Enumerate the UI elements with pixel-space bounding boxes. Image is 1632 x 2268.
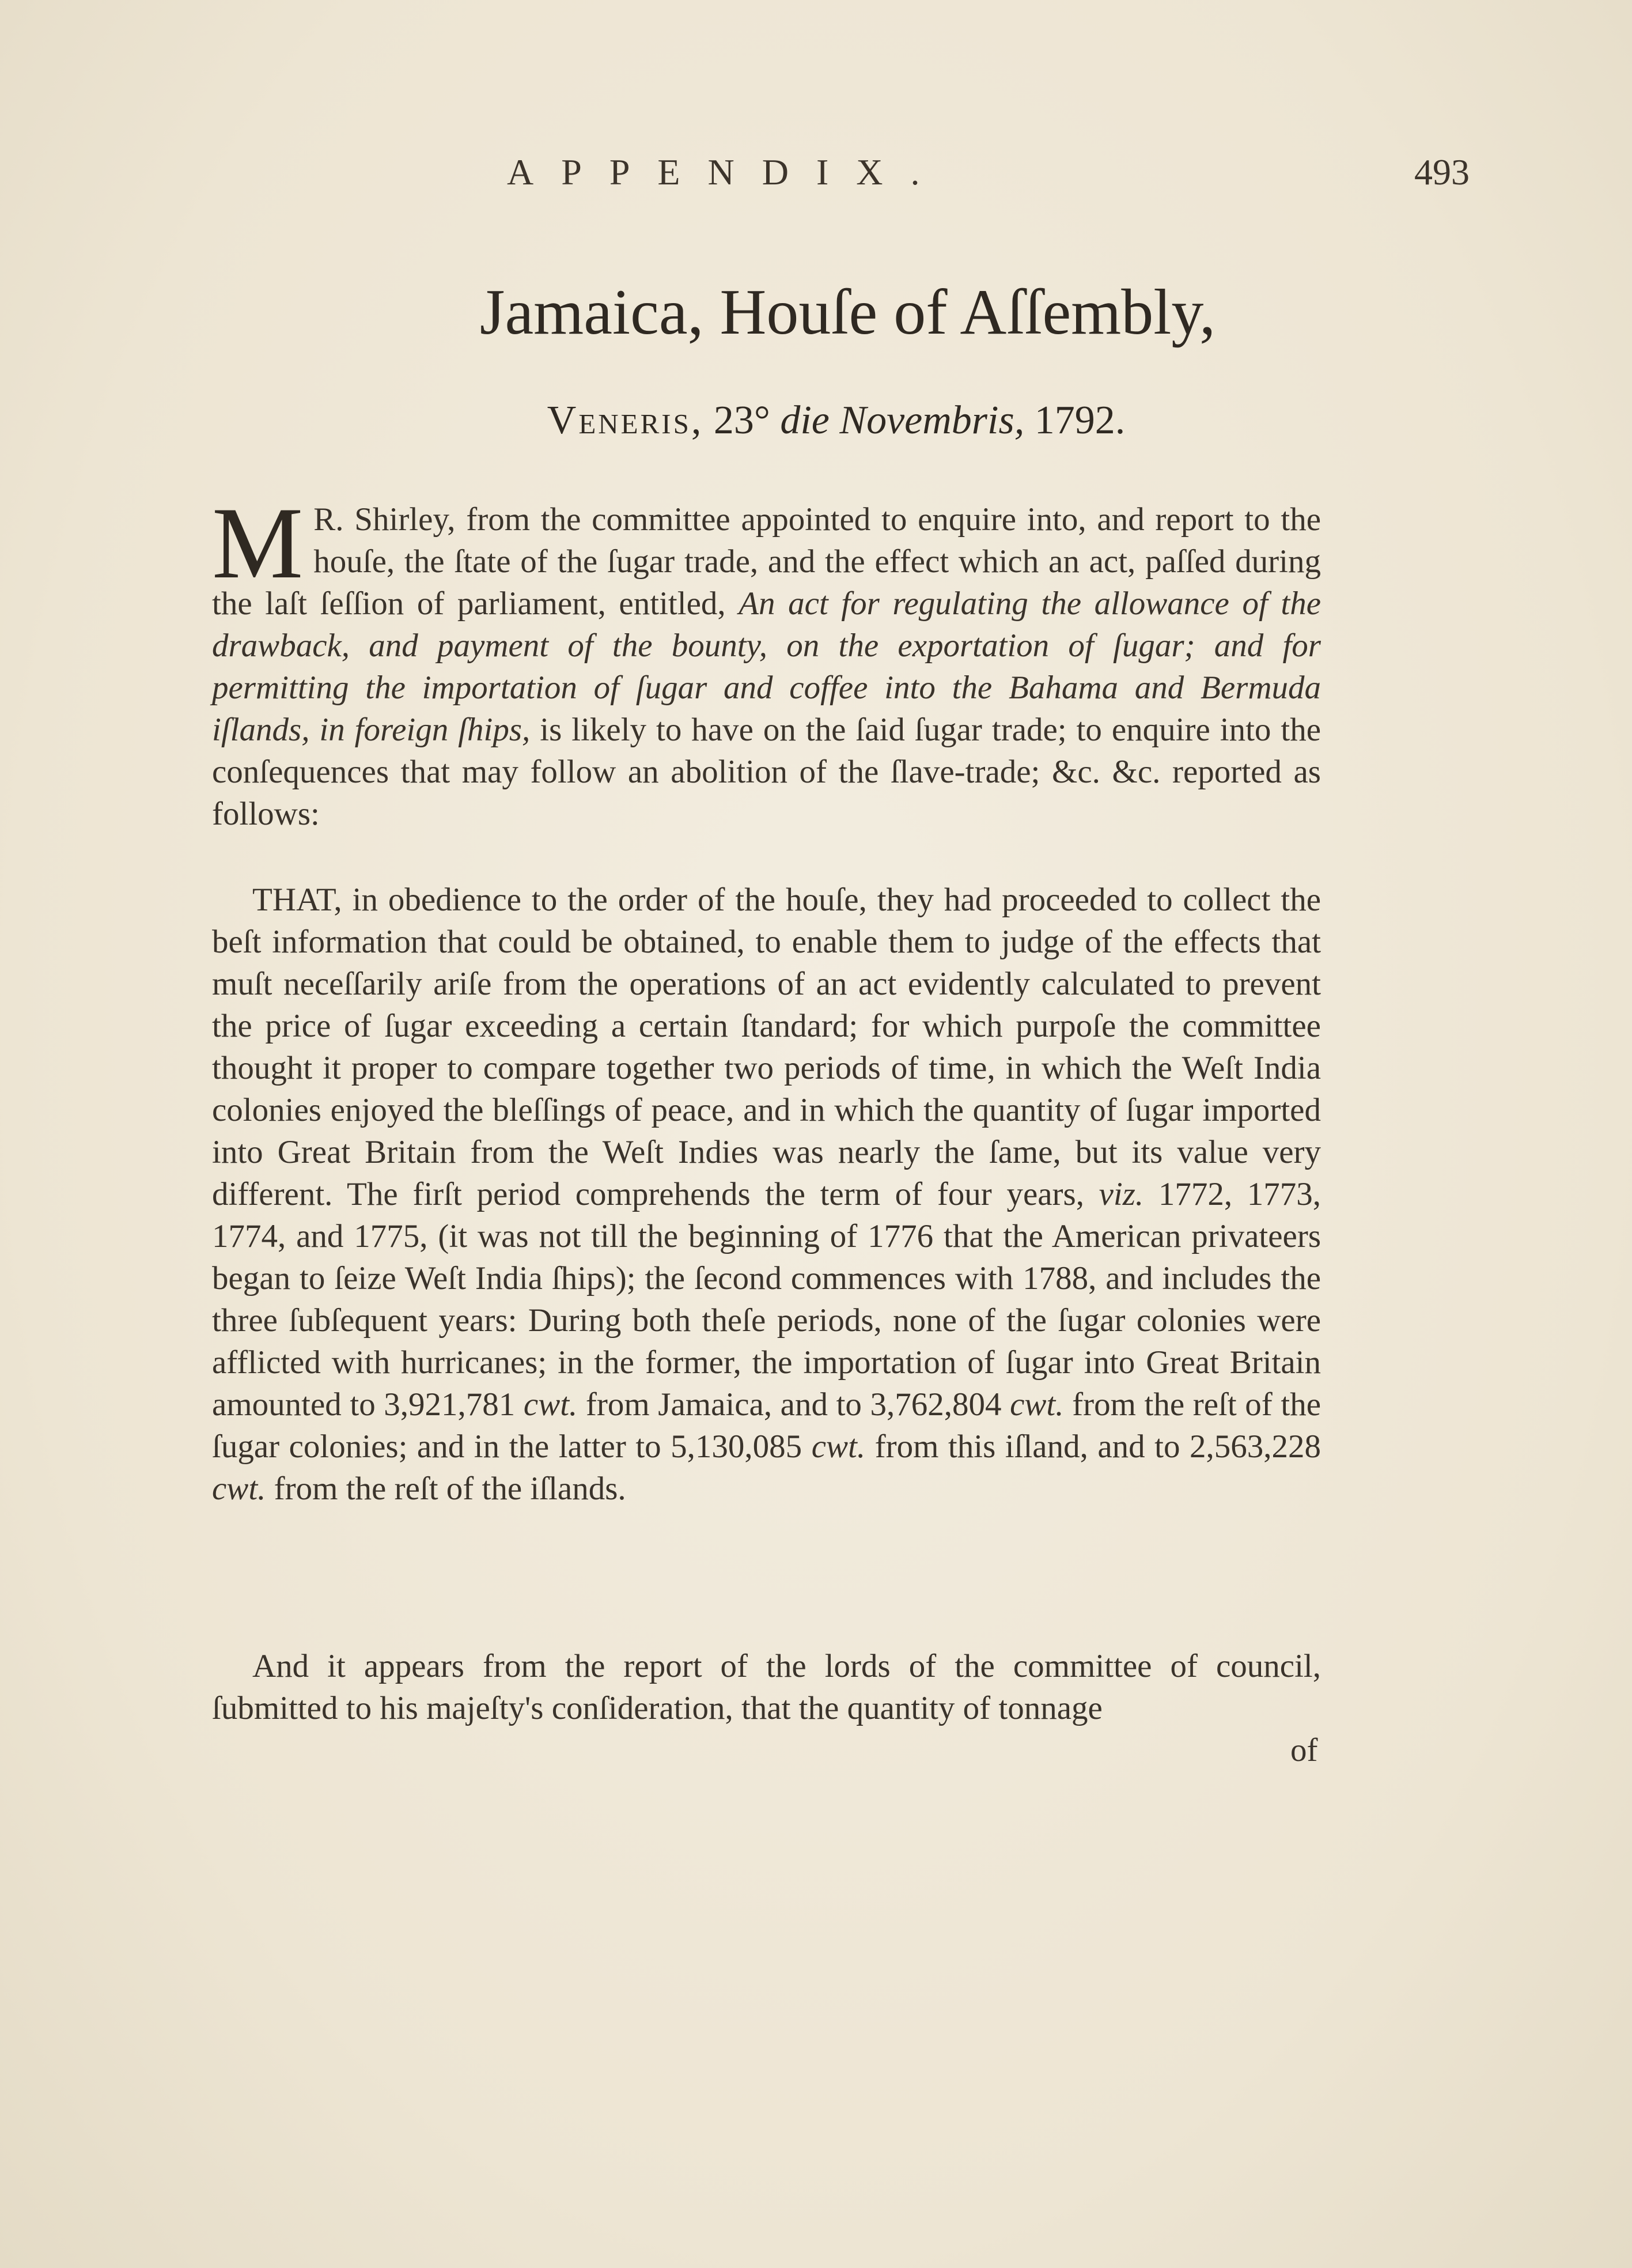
catchword: of bbox=[1290, 1732, 1318, 1768]
paragraph-2-part-1: THAT, in obedience to the order of the houſe, they had proceeded to collect the beſt information that could be obtained, to enable them to judge of the effects that muſt neceſſarily ariſe from the operations of an act evidently calculated to prevent the price of ſugar exceeding a certain ſtandard; for which purpoſe the committee thought it proper to compare together two periods of time, in which the Weſt India colonies enjoyed the bleſſings of peace, and in which the quantity of ſugar imported into Great Britain from the Weſt Indies was nearly the ſame, but its value very different. The firſt period comprehends the term of four years, bbox=[212, 882, 1321, 1212]
paragraph-1-text-a: R. Shirley, from the committee appointed to enquire into, and report to the houſe, the ſtate of the ſugar trade, and the effect which an act, paſſed during the laſt ſeſſion of parliament, entitled, bbox=[212, 501, 1321, 622]
subtitle-day: Veneris, bbox=[547, 398, 704, 443]
paragraph-2-part-5: from this iſland, and to 2,563,228 bbox=[865, 1428, 1321, 1465]
paragraph-2-cwt-2: cwt. bbox=[1010, 1386, 1064, 1423]
drop-cap: M bbox=[212, 486, 304, 600]
subtitle-year: 1792. bbox=[1034, 398, 1126, 443]
paragraph-2-cwt-1: cwt. bbox=[523, 1386, 578, 1423]
paragraph-2-cwt-4: cwt. bbox=[212, 1471, 266, 1507]
subtitle-date-latin: die Novembris, bbox=[780, 398, 1025, 443]
paragraph-2-cwt-3: cwt. bbox=[811, 1428, 866, 1465]
subtitle-date-number: 23° bbox=[713, 398, 770, 443]
paragraph-2-part-6: from the reſt of the iſlands. bbox=[266, 1471, 626, 1507]
paragraph-2-part-4: from the reſt of the ſugar colonies; and in the latter to 5,130,085 bbox=[212, 1386, 1321, 1465]
paragraph-2-viz: viz. bbox=[1099, 1176, 1144, 1212]
page-title: Jamaica, Houſe of Aſſembly, bbox=[479, 277, 1216, 348]
subtitle-date bbox=[0, 398, 1632, 444]
running-head: APPENDIX. bbox=[507, 152, 948, 192]
paragraph-3: And it appears from the report of the lords of the committee of council, ſubmitted to his majeſty's conſideration, that the quantity of tonnage bbox=[212, 1648, 1321, 1726]
paragraph-1 bbox=[212, 486, 1321, 835]
paragraph-2-part-2: 1772, 1773, 1774, and 1775, (it was not till the beginning of 1776 that the American privateers began to ſeize Weſt India ſhips); the ſecond commences with 1788, and includes the three ſubſequent years: During both theſe periods, none of the ſugar colonies were afflicted with hurricanes; in the former, the importation of ſugar into Great Britain amounted to 3,921,781 bbox=[212, 1176, 1321, 1423]
paragraph-1-text-b: is likely to have on the ſaid ſugar trade; to enquire into the conſequences that may follow an abolition of the ſlave-trade; &c. &c. reported as follows: bbox=[212, 712, 1321, 832]
paragraph-2-part-3: from Jamaica, and to 3,762,804 bbox=[577, 1386, 1010, 1423]
paragraph-2 bbox=[212, 879, 1321, 1510]
page-number: 493 bbox=[1414, 152, 1470, 192]
paragraph-1-act-title: An act for regulating the allowance of the drawback, and payment of the bounty, on the exportation of ſugar; and for permitting the importation of ſugar and coffee into the Bahama and Bermuda iſlands, in foreign ſhips, bbox=[212, 585, 1321, 748]
